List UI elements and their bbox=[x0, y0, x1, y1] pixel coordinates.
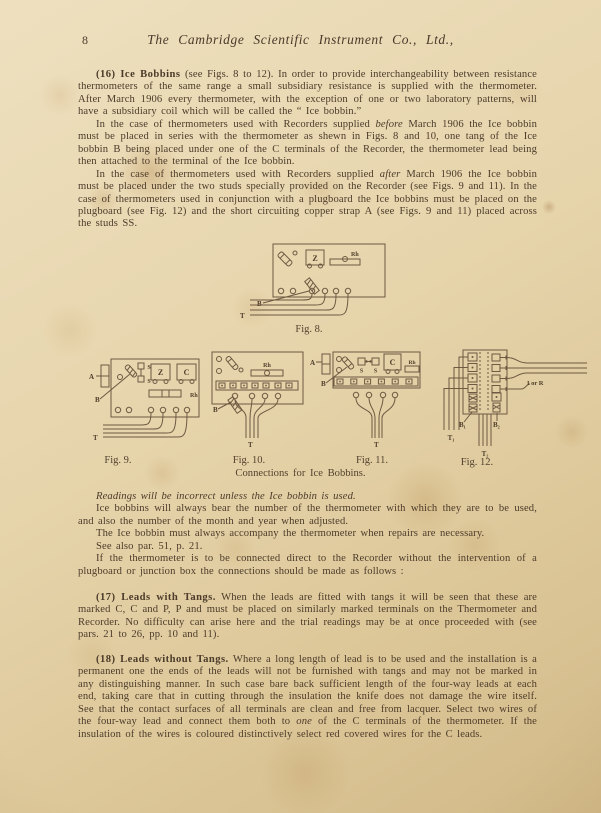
fig10-diagram bbox=[203, 350, 315, 454]
figure-8 bbox=[238, 242, 463, 324]
fig9-label-b: B bbox=[95, 396, 100, 404]
paragraph-before-1906: In the case of thermometers used with Recorders supplied before March 1906 the Ice bobbin must be placed in series with the thermometer as shewn in Figs. 8 and 10, one tang of the Ice bobbin B being placed under one of the C terminals of the Recorder, the thermometer lead being then attached to the terminal of the Ice bobbin. bbox=[78, 118, 537, 168]
fig8-caption: Fig. 8. bbox=[295, 324, 323, 335]
fig11-bobbin-icon bbox=[341, 356, 354, 370]
fig10-lead-wires bbox=[235, 399, 278, 438]
fig9-stud-top bbox=[138, 363, 144, 369]
figure-9 bbox=[86, 353, 211, 451]
section-notes bbox=[78, 491, 537, 578]
fig9-terminal-row bbox=[115, 407, 189, 412]
fig9-diagram bbox=[86, 353, 211, 451]
fig11-label-t: T bbox=[374, 441, 379, 449]
fig11-stud-bar bbox=[334, 377, 418, 386]
fig12-diagram bbox=[435, 346, 595, 462]
paragraph-16 bbox=[78, 69, 537, 119]
note-readings-warning: Readings will be incorrect unless the Ice bobbin is used. bbox=[96, 491, 356, 502]
fig8-diagram bbox=[238, 242, 463, 324]
fig9-stud-bottom bbox=[138, 376, 144, 382]
fig12-bobbin-1 bbox=[469, 394, 477, 412]
fig10-label-t: T bbox=[248, 441, 253, 449]
fig11-label-a: A bbox=[310, 359, 316, 367]
fig8-recorder-panel bbox=[273, 244, 385, 297]
fig9-rh-strip bbox=[149, 390, 181, 397]
fig9-label-s-bottom: S bbox=[147, 379, 151, 385]
fig11-label-b: B bbox=[321, 380, 326, 388]
fig9-label-a: A bbox=[89, 373, 95, 381]
fig11-stud-left bbox=[358, 358, 365, 365]
fig9-ice-bobbin bbox=[124, 364, 137, 378]
fig10-terminal-row bbox=[232, 393, 280, 398]
page-number: 8 bbox=[82, 33, 88, 47]
fig10-bobbin-icon bbox=[225, 356, 238, 371]
fig10-caption: Fig. 10. bbox=[232, 455, 266, 466]
fig12-label-i-or-r: I or R bbox=[527, 380, 544, 387]
fig8-label-z: Z bbox=[312, 254, 318, 263]
paragraph-16-heading: (16) Ice Bobbins bbox=[96, 69, 181, 80]
section-leads-without-tangs bbox=[78, 654, 537, 741]
fig12-t2-wires bbox=[479, 414, 491, 446]
paragraph-18: (18) Leads without Tangs. Where a long length of lead is to be used and the installation is a permanent one the ends of the leads will not be furnished with tangs and may not be marked in any distinguishing manner. In such case bare back sufficient length of the four-way leads at each end, taking care that in cutting through the insulation the knife does not damage the wire itself. See that the contact surfaces of all terminals are clean and free from lacquer. Select two wires of the four-way lead and connect them both to one of the C terminals of the thermometer. If the insulation of the wires is coloured distinctively select red covered wires for the C leads. bbox=[78, 654, 538, 740]
fig11-label-c: C bbox=[389, 358, 396, 367]
fig9-caption: Fig. 9. bbox=[104, 455, 132, 466]
paragraph-after-1906: In the case of thermometers used with Recorders supplied after March 1906 the Ice bobbin must be placed under the two studs specially provided on the Recorder (see Figs. 9 and 11). In the case of thermometers used in conjunction with a plugboard the Ice bobbins must be placed on the plugboard (see Fig. 12) and the short circuiting copper strap A (see Figs. 9 and 11) placed across the studs SS. bbox=[78, 168, 537, 230]
paragraph-18-heading: (18) Leads without Tangs. bbox=[96, 654, 229, 665]
fig9-label-z: Z bbox=[157, 368, 164, 377]
figure-10 bbox=[203, 350, 315, 454]
section-ice-bobbins bbox=[78, 69, 537, 231]
fig11-terminal-row bbox=[353, 392, 397, 397]
fig10-label-b: B bbox=[213, 406, 218, 414]
fig9-label-rh: Rh bbox=[190, 393, 198, 399]
fig11-label-s-right: S bbox=[373, 368, 378, 375]
fig11-label-s-left: S bbox=[359, 368, 364, 375]
figure-12 bbox=[435, 346, 595, 462]
fig8-terminal-row bbox=[278, 288, 350, 293]
fig12-label-t1: T₁ bbox=[447, 434, 455, 442]
fig12-label-b1: B₁ bbox=[459, 421, 466, 429]
fig11-label-rh: Rh bbox=[408, 360, 416, 366]
fig12-bobbin-2 bbox=[492, 393, 501, 412]
fig11-stud-right bbox=[372, 358, 379, 365]
paragraph-17 bbox=[78, 592, 537, 642]
paragraph-18-body-2: of the C terminals of the thermometer. If the insulation of the wires is coloured distinctively select red covered wires for the C leads. bbox=[78, 716, 538, 740]
paragraph-16-body: (see Figs. 8 to 12). In order to provide interchangeability between resistance thermometers of the same range a small subsidiary resistance is supplied with the thermometer. After March 1906 every thermometer, with the exception of one or two laboratory patterns, will have a subsidiary coil which will be called the “ Ice bobbin.” bbox=[78, 69, 537, 118]
fig9-label-t: T bbox=[93, 434, 98, 442]
fig12-label-b2: B₂ bbox=[493, 421, 500, 429]
fig8-label-b: B bbox=[257, 300, 262, 308]
fig8-label-t: T bbox=[240, 312, 245, 320]
fig10-label-rh: Rh bbox=[263, 363, 271, 369]
fig12-caption: Fig. 12. bbox=[460, 457, 494, 468]
fig8-label-rh: Rh bbox=[351, 252, 359, 258]
note-direct-connection: If the thermometer is to be connected direct to the Recorder without the intervention of a plugboard or junction box the connections should be made as follows : bbox=[78, 553, 537, 577]
figure-11 bbox=[308, 350, 443, 454]
paragraph-17-heading: (17) Leads with Tangs. bbox=[96, 592, 216, 603]
paragraph-18-body-1: Where a long length of lead is to be used and the installation is a permanent one the ends of the leads will not be furnished with tangs and may not be marked in any distinguishing manner. In such case bare back sufficient length of the four-way leads at each end, taking care that in cutting through the insulation the knife does not damage the wire itself. See that the contact surfaces of all terminals are clean and free from lacquer. Select two wires of the four-way lead and connect them both to bbox=[78, 654, 537, 728]
fig12-t1-wires bbox=[444, 357, 468, 430]
fig8-bobbin-icon bbox=[277, 251, 293, 267]
fig9-label-c: C bbox=[183, 368, 190, 377]
fig11-lead-wires bbox=[356, 398, 395, 438]
fig11-rh-strip bbox=[405, 366, 419, 372]
note-see-also: See also par. 51, p. 21. bbox=[96, 540, 203, 552]
section-leads-with-tangs bbox=[78, 592, 537, 642]
fig9-label-s-top: S bbox=[147, 365, 151, 371]
fig11-diagram bbox=[308, 350, 443, 454]
fig10-stud-bar bbox=[216, 381, 298, 390]
fig11-caption: Fig. 11. bbox=[356, 455, 388, 466]
fig12-right-plugs bbox=[492, 354, 506, 393]
note-bobbin-numbering: Ice bobbins will always bear the number of the thermometer with which they are to be used, and also the number of the month and year when adjusted. bbox=[78, 503, 537, 527]
fig12-label-t2: T₂ bbox=[481, 450, 489, 458]
page-title: The Cambridge Scientific Instrument Co., Ltd., bbox=[147, 32, 454, 47]
fig12-recorder-wires bbox=[506, 358, 587, 390]
figures-group-caption: Connections for Ice Bobbins. bbox=[235, 468, 366, 479]
paragraph-17-body: When the leads are fitted with tangs it will be seen that these are marked C, C and P, P and must be placed on similarly marked terminals on the Thermometer and Recorder. No difficulty can arise here and the trial readings may be at once proceeded with (see pars. 21 to 26, pp. 10 and 11). bbox=[78, 592, 537, 641]
note-accompany-repairs: The Ice bobbin must always accompany the thermometer when repairs are necessary. bbox=[96, 528, 485, 540]
fig12-left-sockets bbox=[468, 353, 477, 393]
